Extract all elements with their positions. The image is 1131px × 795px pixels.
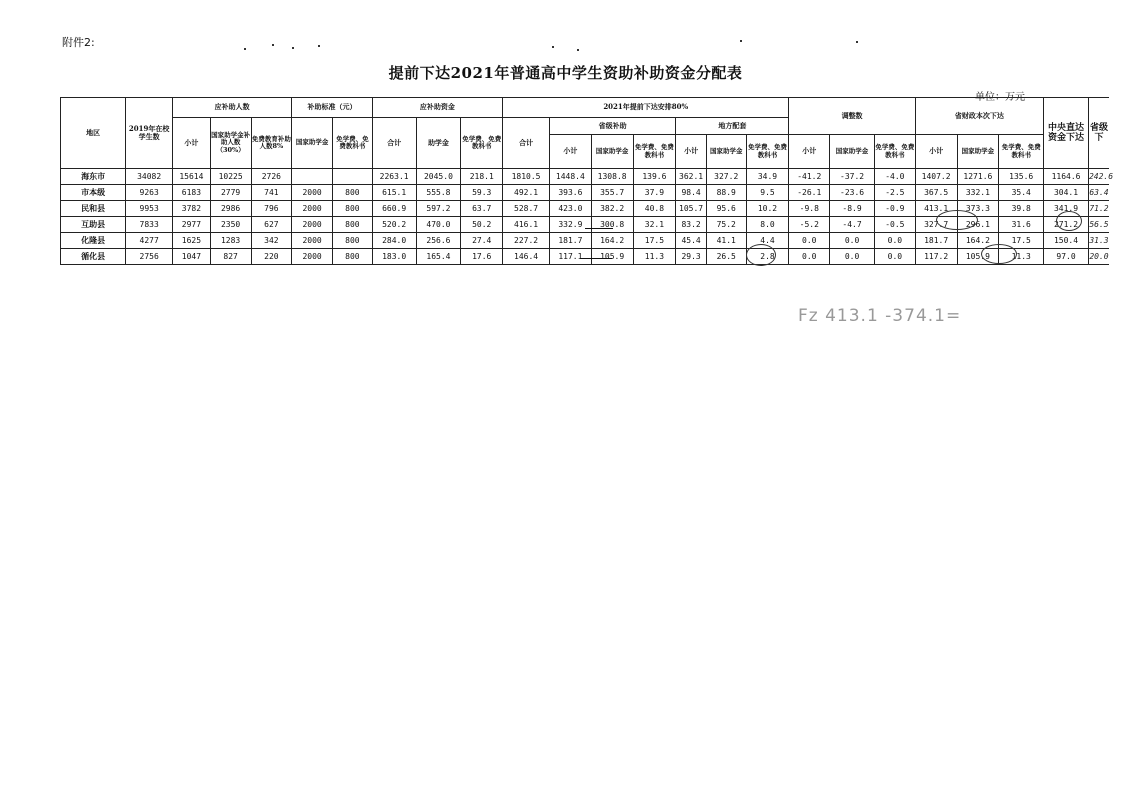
row-adj-sub: 0.0 xyxy=(789,233,830,249)
row-handwritten-value: 242.6 xyxy=(1088,169,1109,185)
row-arr-total: 528.7 xyxy=(503,201,550,217)
row-prov-grant: 1308.8 xyxy=(591,169,633,185)
row-pf-grant: 373.3 xyxy=(957,201,999,217)
row-loc-sub: 98.4 xyxy=(676,185,707,201)
scan-speck xyxy=(552,46,554,48)
row-prov-sub: 117.1 xyxy=(549,249,591,265)
row-pf-sub: 367.5 xyxy=(915,185,957,201)
row-students: 9953 xyxy=(126,201,173,217)
row-prov-free: 17.5 xyxy=(633,233,676,249)
scan-speck xyxy=(856,41,858,43)
row-loc-sub: 105.7 xyxy=(676,201,707,217)
row-std-free: 800 xyxy=(333,201,373,217)
row-sub-total: 2977 xyxy=(173,217,211,233)
row-std-free: 800 xyxy=(333,233,373,249)
row-adj-grant: -37.2 xyxy=(830,169,875,185)
header-loc-grant: 国家助学金 xyxy=(706,135,746,169)
row-pf-grant: 1271.6 xyxy=(957,169,999,185)
row-std-grant xyxy=(292,169,333,185)
header-central: 中央直达资金下达 xyxy=(1044,98,1089,169)
row-students: 34082 xyxy=(126,169,173,185)
row-std-free: 800 xyxy=(333,217,373,233)
header-pf-grant: 国家助学金 xyxy=(957,135,999,169)
header-pf-free: 免学费、免费教科书 xyxy=(999,135,1044,169)
row-prov-grant: 382.2 xyxy=(591,201,633,217)
row-arr-total: 1810.5 xyxy=(503,169,550,185)
row-students: 9263 xyxy=(126,185,173,201)
row-handwritten-value: 31.3 xyxy=(1088,233,1109,249)
row-handwritten-value: 63.4 xyxy=(1088,185,1109,201)
row-fund-total: 2263.1 xyxy=(372,169,416,185)
row-sub-grant: 2779 xyxy=(210,185,251,201)
row-central: 271.2 xyxy=(1044,217,1089,233)
allocation-table xyxy=(60,97,1114,265)
unit-label: 单位：万元 xyxy=(975,92,1025,103)
row-adj-free: 0.0 xyxy=(874,233,915,249)
row-arr-total: 416.1 xyxy=(503,217,550,233)
scan-speck xyxy=(577,49,579,51)
row-std-grant: 2000 xyxy=(292,201,333,217)
row-loc-free: 4.4 xyxy=(746,233,789,249)
row-sub-free: 627 xyxy=(251,217,292,233)
row-adj-sub: -5.2 xyxy=(789,217,830,233)
row-sub-grant: 2986 xyxy=(210,201,251,217)
header-should-fund: 应补助资金 xyxy=(372,98,502,118)
header-adj-sub: 小计 xyxy=(789,135,830,169)
attachment-label: 附件2: xyxy=(62,36,95,49)
row-loc-free: 10.2 xyxy=(746,201,789,217)
header-adjust: 调整数 xyxy=(789,98,915,135)
row-fund-total: 284.0 xyxy=(372,233,416,249)
row-prov-free: 32.1 xyxy=(633,217,676,233)
row-fund-free: 63.7 xyxy=(461,201,503,217)
row-fund-grant: 2045.0 xyxy=(416,169,461,185)
row-adj-grant: -23.6 xyxy=(830,185,875,201)
row-std-grant: 2000 xyxy=(292,249,333,265)
row-fund-free: 59.3 xyxy=(461,185,503,201)
row-adj-sub: -41.2 xyxy=(789,169,830,185)
row-prov-free: 40.8 xyxy=(633,201,676,217)
row-loc-sub: 45.4 xyxy=(676,233,707,249)
row-prov-grant: 300.8 xyxy=(591,217,633,233)
row-central: 1164.6 xyxy=(1044,169,1089,185)
pen-circle-mark xyxy=(746,244,776,266)
row-pf-free: 35.4 xyxy=(999,185,1044,201)
pen-circle-mark xyxy=(981,244,1017,264)
row-students: 4277 xyxy=(126,233,173,249)
row-prov-sub: 393.6 xyxy=(549,185,591,201)
row-region: 民和县 xyxy=(61,201,126,217)
row-loc-grant: 41.1 xyxy=(706,233,746,249)
row-prov-grant: 105.9 xyxy=(591,249,633,265)
row-fund-free: 17.6 xyxy=(461,249,503,265)
row-adj-free: -4.0 xyxy=(874,169,915,185)
row-sub-free: 220 xyxy=(251,249,292,265)
row-arr-total: 492.1 xyxy=(503,185,550,201)
table-row xyxy=(61,249,1110,265)
row-loc-grant: 327.2 xyxy=(706,169,746,185)
row-pf-sub: 181.7 xyxy=(915,233,957,249)
row-loc-sub: 29.3 xyxy=(676,249,707,265)
row-central: 304.1 xyxy=(1044,185,1089,201)
header-adj-grant: 国家助学金 xyxy=(830,135,875,169)
header-prov-sub: 小计 xyxy=(549,135,591,169)
row-fund-grant: 165.4 xyxy=(416,249,461,265)
row-prov-free: 11.3 xyxy=(633,249,676,265)
row-adj-sub: -9.8 xyxy=(789,201,830,217)
row-fund-free: 50.2 xyxy=(461,217,503,233)
row-pf-free: 31.6 xyxy=(999,217,1044,233)
header-pf-sub: 小计 xyxy=(915,135,957,169)
row-pf-free: 17.5 xyxy=(999,233,1044,249)
row-std-free: 800 xyxy=(333,185,373,201)
row-fund-grant: 597.2 xyxy=(416,201,461,217)
row-std-free xyxy=(333,169,373,185)
row-handwritten-value: 56.5 xyxy=(1088,217,1109,233)
row-pf-grant: 105.9 xyxy=(957,249,999,265)
row-pf-sub: 413.1 xyxy=(915,201,957,217)
row-handwritten-value: 71.2 xyxy=(1088,201,1109,217)
row-sub-total: 15614 xyxy=(173,169,211,185)
row-fund-total: 660.9 xyxy=(372,201,416,217)
pen-circle-mark xyxy=(936,210,978,230)
header-nat-grant-count: 国家助学金补助人数（30%） xyxy=(210,118,251,169)
row-sub-free: 2726 xyxy=(251,169,292,185)
header-prov-grant: 国家助学金 xyxy=(591,135,633,169)
row-region: 化隆县 xyxy=(61,233,126,249)
row-pf-sub: 117.2 xyxy=(915,249,957,265)
header-std-grant: 国家助学金 xyxy=(292,118,333,169)
row-adj-grant: -4.7 xyxy=(830,217,875,233)
row-sub-free: 342 xyxy=(251,233,292,249)
row-region: 互助县 xyxy=(61,217,126,233)
row-adj-free: -0.5 xyxy=(874,217,915,233)
header-students: 2019年在校学生数 xyxy=(126,98,173,169)
header-region: 地区 xyxy=(61,98,126,169)
row-loc-free: 34.9 xyxy=(746,169,789,185)
row-std-grant: 2000 xyxy=(292,185,333,201)
scan-speck xyxy=(740,40,742,42)
page-title: 提前下达2021年普通高中学生资助补助资金分配表 xyxy=(388,64,743,82)
row-fund-grant: 555.8 xyxy=(416,185,461,201)
handwritten-note: Fz 413.1 -374.1= xyxy=(798,306,962,326)
row-pf-grant: 332.1 xyxy=(957,185,999,201)
row-std-grant: 2000 xyxy=(292,217,333,233)
row-sub-total: 6183 xyxy=(173,185,211,201)
row-pf-grant: 164.2 xyxy=(957,233,999,249)
row-loc-grant: 75.2 xyxy=(706,217,746,233)
pen-circle-mark xyxy=(1056,211,1082,231)
row-loc-sub: 362.1 xyxy=(676,169,707,185)
header-fund-grant: 助学金 xyxy=(416,118,461,169)
row-fund-free: 27.4 xyxy=(461,233,503,249)
row-adj-free: -2.5 xyxy=(874,185,915,201)
scan-speck xyxy=(272,44,274,46)
header-local: 地方配套 xyxy=(676,118,789,135)
pen-underline-mark xyxy=(580,258,612,259)
header-adj-free: 免学费、免费教科书 xyxy=(874,135,915,169)
row-fund-total: 615.1 xyxy=(372,185,416,201)
row-pf-grant: 296.1 xyxy=(957,217,999,233)
row-fund-free: 218.1 xyxy=(461,169,503,185)
header-prov-fin: 省财政本次下达 xyxy=(915,98,1043,135)
header-prov-free: 免学费、免费教科书 xyxy=(633,135,676,169)
header-provincial: 省级补助 xyxy=(549,118,675,135)
row-prov-grant: 164.2 xyxy=(591,233,633,249)
row-adj-free: 0.0 xyxy=(874,249,915,265)
row-sub-total: 3782 xyxy=(173,201,211,217)
row-prov-sub: 1448.4 xyxy=(549,169,591,185)
row-prov-sub: 181.7 xyxy=(549,233,591,249)
row-pf-sub: 327.7 xyxy=(915,217,957,233)
header-arranged: 2021年提前下达安排80% xyxy=(503,98,789,118)
row-fund-grant: 470.0 xyxy=(416,217,461,233)
header-fund-free: 免学费、免费教科书 xyxy=(461,118,503,169)
table-row xyxy=(61,185,1110,201)
row-pf-free: 135.6 xyxy=(999,169,1044,185)
row-adj-free: -0.9 xyxy=(874,201,915,217)
row-students: 7833 xyxy=(126,217,173,233)
row-loc-grant: 88.9 xyxy=(706,185,746,201)
scan-speck xyxy=(318,45,320,47)
row-region: 海东市 xyxy=(61,169,126,185)
row-prov-free: 139.6 xyxy=(633,169,676,185)
row-loc-sub: 83.2 xyxy=(676,217,707,233)
row-prov-sub: 423.0 xyxy=(549,201,591,217)
row-pf-free: 11.3 xyxy=(999,249,1044,265)
row-adj-grant: -8.9 xyxy=(830,201,875,217)
row-adj-grant: 0.0 xyxy=(830,233,875,249)
row-std-grant: 2000 xyxy=(292,233,333,249)
row-students: 2756 xyxy=(126,249,173,265)
scan-speck xyxy=(292,47,294,49)
header-std-free: 免学费、免费教科书 xyxy=(333,118,373,169)
row-central: 97.0 xyxy=(1044,249,1089,265)
table-row xyxy=(61,233,1110,249)
row-region: 市本级 xyxy=(61,185,126,201)
row-prov-free: 37.9 xyxy=(633,185,676,201)
header-loc-free: 免学费、免费教科书 xyxy=(746,135,789,169)
row-prov-grant: 355.7 xyxy=(591,185,633,201)
row-arr-total: 146.4 xyxy=(503,249,550,265)
row-pf-free: 39.8 xyxy=(999,201,1044,217)
row-fund-total: 183.0 xyxy=(372,249,416,265)
row-sub-total: 1047 xyxy=(173,249,211,265)
header-prov-cut: 省级下 xyxy=(1088,98,1109,169)
row-pf-sub: 1407.2 xyxy=(915,169,957,185)
header-standard: 补助标准（元） xyxy=(292,98,372,118)
row-handwritten-value: 20.0 xyxy=(1088,249,1109,265)
header-fund-total: 合计 xyxy=(372,118,416,169)
row-loc-free: 2.8 xyxy=(746,249,789,265)
header-loc-sub: 小计 xyxy=(676,135,707,169)
header-arr-total: 合计 xyxy=(503,118,550,169)
header-free-edu-count: 免费教育补助人数8% xyxy=(251,118,292,169)
row-adj-grant: 0.0 xyxy=(830,249,875,265)
row-sub-free: 796 xyxy=(251,201,292,217)
row-sub-grant: 1283 xyxy=(210,233,251,249)
row-sub-grant: 827 xyxy=(210,249,251,265)
row-loc-free: 9.5 xyxy=(746,185,789,201)
row-sub-total: 1625 xyxy=(173,233,211,249)
row-arr-total: 227.2 xyxy=(503,233,550,249)
header-subsidy-count: 应补助人数 xyxy=(173,98,292,118)
header-subtotal: 小计 xyxy=(173,118,211,169)
row-adj-sub: 0.0 xyxy=(789,249,830,265)
table-row xyxy=(61,169,1110,185)
row-fund-total: 520.2 xyxy=(372,217,416,233)
row-loc-free: 8.0 xyxy=(746,217,789,233)
row-loc-grant: 26.5 xyxy=(706,249,746,265)
row-fund-grant: 256.6 xyxy=(416,233,461,249)
row-sub-grant: 2350 xyxy=(210,217,251,233)
row-loc-grant: 95.6 xyxy=(706,201,746,217)
row-prov-sub: 332.9 xyxy=(549,217,591,233)
row-central: 150.4 xyxy=(1044,233,1089,249)
row-sub-free: 741 xyxy=(251,185,292,201)
pen-underline-mark xyxy=(585,228,613,229)
row-region: 循化县 xyxy=(61,249,126,265)
row-adj-sub: -26.1 xyxy=(789,185,830,201)
row-sub-grant: 10225 xyxy=(210,169,251,185)
row-std-free: 800 xyxy=(333,249,373,265)
row-central: 341.9 xyxy=(1044,201,1089,217)
scan-speck xyxy=(244,48,246,50)
